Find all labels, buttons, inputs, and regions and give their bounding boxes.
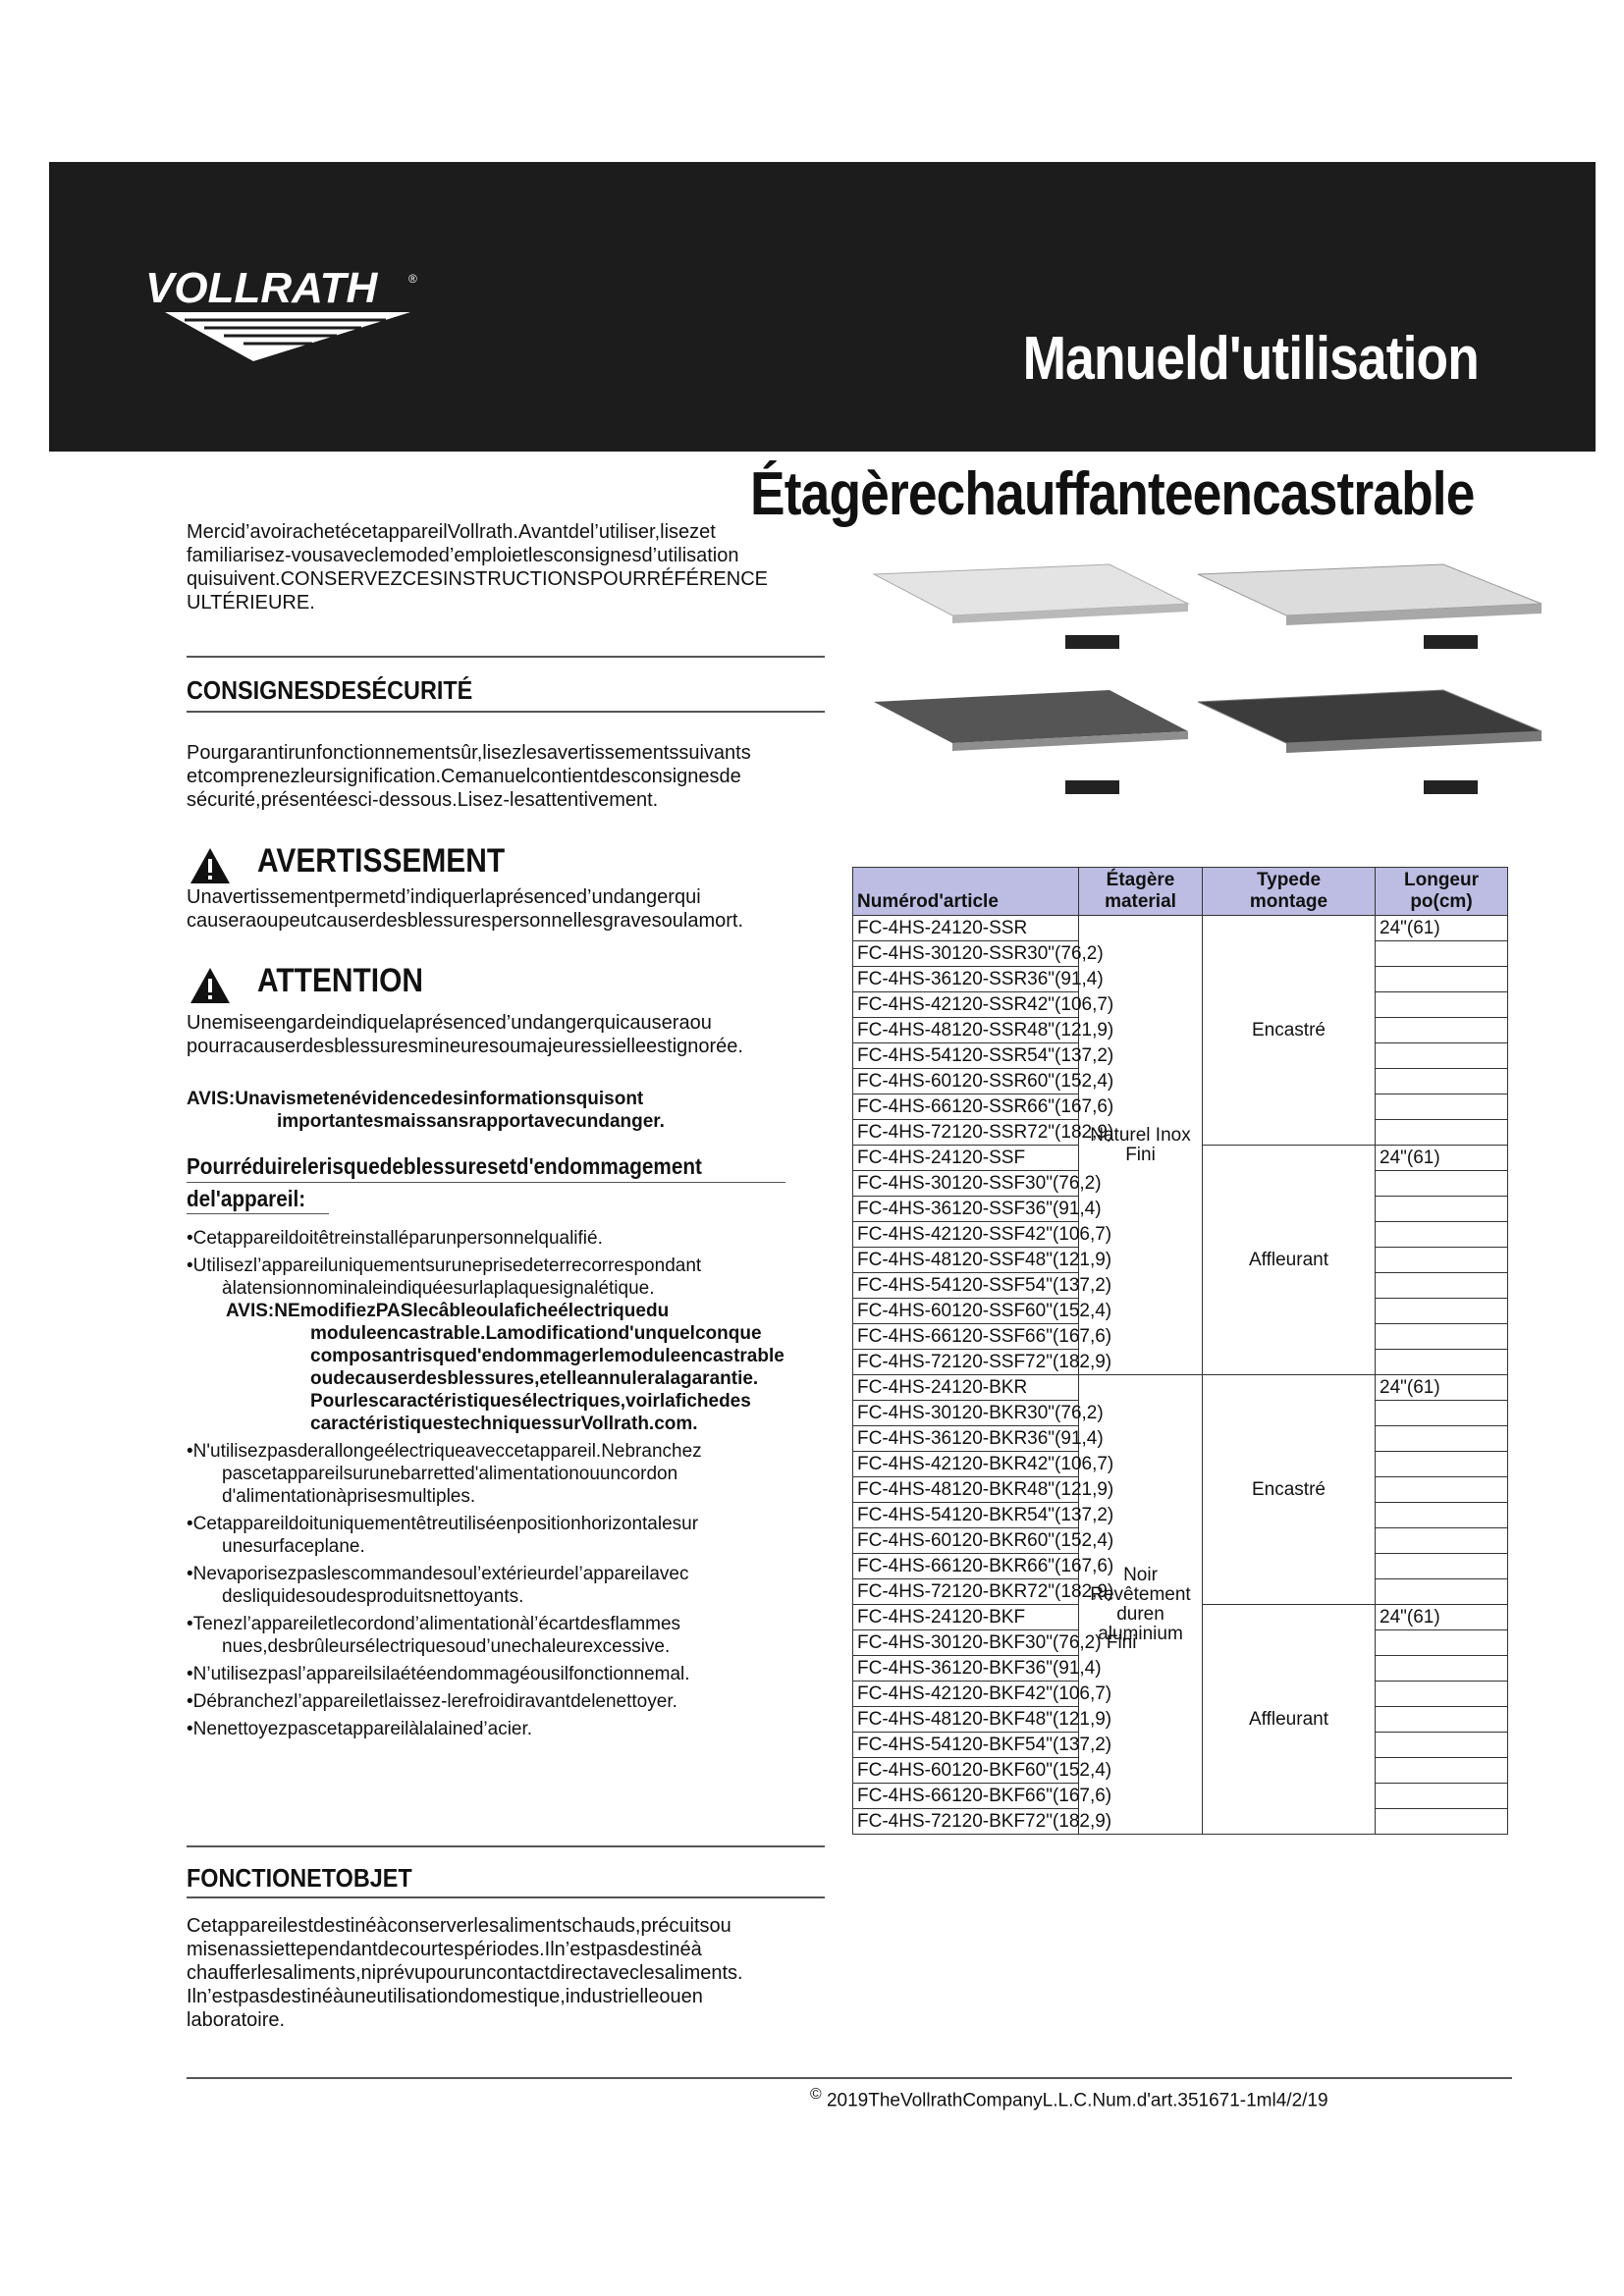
col-header-length: Longeur po(cm): [1376, 868, 1508, 916]
function-text: Cetappareilestdestinéàconserverlesalimentschauds,précuitsou misenassiettependantdecourtespériodes.Iln’estpasdestinéà chaufferlesaliments,niprévupouruncontactdirectaveclesaliments. Iln’estpasdestinéàuneutilisationdomestique,industrielleouen laboratoire.: [187, 1915, 743, 2031]
item-number-cell: FC-4HS-66120-SSR66"(167,6): [853, 1095, 1079, 1120]
function-heading: FONCTIONETOBJET: [187, 1863, 412, 1893]
length-cell: 24"(61): [1376, 916, 1508, 941]
item-number-cell: FC-4HS-66120-BKR66"(167,6): [853, 1554, 1079, 1579]
length-cell: 24"(61): [1376, 1146, 1508, 1171]
list-item: •Nenettoyezpascetappareilàlalained’acier.: [187, 1719, 533, 1739]
length-cell: [1376, 1171, 1508, 1197]
product-table: [852, 867, 1508, 1835]
item-number-cell: FC-4HS-60120-BKF60"(152,4): [853, 1758, 1079, 1784]
item-number-cell: FC-4HS-24120-BKR: [853, 1375, 1079, 1401]
item-number-cell: FC-4HS-66120-BKF66"(167,6): [853, 1784, 1079, 1809]
length-cell: [1376, 1069, 1508, 1095]
item-number-cell: FC-4HS-30120-BKF30"(76,2) Fini: [853, 1630, 1079, 1656]
item-number-cell: FC-4HS-30120-SSF30"(76,2): [853, 1171, 1079, 1197]
warning-icon: [189, 846, 232, 885]
material-cell: Naturel Inox Fini: [1079, 916, 1203, 1375]
length-cell: [1376, 1503, 1508, 1528]
length-cell: [1376, 1707, 1508, 1733]
heading-underline: [187, 1213, 329, 1214]
list-item: •Débranchezl’appareiletlaissez-lerefroidiravantdelenettoyer.: [187, 1691, 677, 1712]
length-cell: [1376, 992, 1508, 1018]
length-cell: [1376, 1299, 1508, 1324]
item-number-cell: FC-4HS-60120-SSF60"(152,4): [853, 1299, 1079, 1324]
logo-text: VOLLRATH: [145, 265, 378, 312]
item-number-cell: FC-4HS-36120-SSR36"(91,4): [853, 967, 1079, 992]
product-title: Étagèrechauffanteencastrable: [750, 460, 1475, 528]
table-row: [853, 916, 1508, 941]
warning-title: AVERTISSEMENT: [257, 842, 506, 880]
list-item: •N'utilisezpasderallongeélectriqueaveccetappareil.Nebranchez pascetappareilsurunebarretted'alimentationouuncordon d'alimentationàprisesmultiples.: [187, 1441, 702, 1507]
length-cell: [1376, 1477, 1508, 1503]
length-cell: [1376, 1758, 1508, 1784]
item-number-cell: FC-4HS-48120-BKF48"(121,9): [853, 1707, 1079, 1733]
item-number-cell: FC-4HS-54120-SSF54"(137,2): [853, 1273, 1079, 1299]
length-cell: [1376, 1401, 1508, 1426]
heading-underline: [187, 1182, 785, 1183]
notice-line: AVIS:Unavismetenévidencedesinformationsquisont: [187, 1089, 644, 1109]
length-cell: [1376, 1682, 1508, 1707]
caution-title: ATTENTION: [257, 962, 423, 999]
length-cell: [1376, 1452, 1508, 1477]
shelf-image-stainless-recessed: [874, 564, 1188, 649]
item-number-cell: FC-4HS-30120-SSR30"(76,2): [853, 941, 1079, 967]
item-number-cell: FC-4HS-30120-BKR30"(76,2): [853, 1401, 1079, 1426]
copyright-symbol: ©: [810, 2086, 822, 2103]
warning-text: Unavertissementpermetd’indiquerlaprésenced’undangerqui causeraoupeutcauserdesblessurespersonnellesgravesoulamort.: [187, 886, 744, 932]
length-cell: [1376, 1579, 1508, 1605]
item-number-cell: FC-4HS-48120-SSR48"(121,9): [853, 1018, 1079, 1043]
length-cell: 24"(61): [1376, 1375, 1508, 1401]
item-number-cell: FC-4HS-60120-SSR60"(152,4): [853, 1069, 1079, 1095]
material-cell: Noir Revêtement duren aluminium: [1079, 1375, 1203, 1835]
reduce-risk-heading-2: del'appareil:: [187, 1186, 306, 1211]
item-number-cell: FC-4HS-42120-SSR42"(106,7): [853, 992, 1079, 1018]
section-divider: [187, 1845, 825, 1847]
item-number-cell: FC-4HS-66120-SSF66"(167,6): [853, 1324, 1079, 1350]
length-cell: [1376, 967, 1508, 992]
length-cell: [1376, 1273, 1508, 1299]
mount-type-cell: Affleurant: [1203, 1146, 1376, 1375]
length-cell: [1376, 1426, 1508, 1452]
footer-text: 2019TheVollrathCompanyL.L.C.Num.d'art.351671-1ml4/2/19: [826, 2090, 1328, 2111]
mount-type-cell: Encastré: [1203, 1375, 1376, 1605]
notice-block: AVIS:NEmodifiezPASlecâbleoulaficheélectriquedu moduleencastrable.Lamodificationd'unquelconque composantrisqued'endommagerlemoduleencastrable oudecauserdesblessures,etelleannuleralagarantie. Pourlescaractéristiquesélectriques,voirlafichedes caractéristiquestechniquessurVollrath.com.: [226, 1301, 785, 1434]
section-divider: [187, 1896, 825, 1898]
shelf-image-black-flush: [1198, 690, 1542, 794]
safety-heading: CONSIGNESDESÉCURITÉ: [187, 675, 473, 705]
item-number-cell: FC-4HS-24120-BKF: [853, 1605, 1079, 1630]
table-body: [853, 916, 1508, 1835]
intro-text: Mercid’avoirachetécetappareilVollrath.Avantdel’utiliser,lisezet familiarisez-vousaveclemoded’emploietlesconsignesd’utilisation quisuivent.CONSERVEZCESINSTRUCTIONSPOURRÉFÉRENCE ULTÉRIEURE.: [187, 521, 768, 614]
item-number-cell: FC-4HS-42120-BKR42"(106,7): [853, 1452, 1079, 1477]
item-number-cell: FC-4HS-24120-SSR: [853, 916, 1079, 941]
length-cell: [1376, 1043, 1508, 1069]
length-cell: 24"(61): [1376, 1605, 1508, 1630]
footer-divider: [187, 2077, 1512, 2079]
item-number-cell: FC-4HS-72120-SSR72"(182,9): [853, 1120, 1079, 1146]
item-number-cell: FC-4HS-48120-BKR48"(121,9): [853, 1477, 1079, 1503]
table-row: [853, 1375, 1508, 1401]
item-number-cell: FC-4HS-60120-BKR60"(152,4): [853, 1528, 1079, 1554]
length-cell: [1376, 1120, 1508, 1146]
shelf-image-stainless-flush: [1198, 564, 1542, 649]
length-cell: [1376, 1248, 1508, 1273]
reduce-risk-heading: Pourréduirelerisquedeblessuresetd'endommagement: [187, 1153, 702, 1179]
logo-registered: ®: [408, 272, 417, 286]
list-item: •Nevaporisezpaslescommandesoul’extérieurdel’appareilavec desliquidesoudesproduitsnettoyants.: [187, 1564, 689, 1607]
item-number-cell: FC-4HS-36120-SSF36"(91,4): [853, 1197, 1079, 1222]
item-number-cell: FC-4HS-72120-SSF72"(182,9): [853, 1350, 1079, 1375]
product-photos: [864, 545, 1571, 810]
notice-line: importantesmaissansrapportavecundanger.: [277, 1111, 665, 1132]
list-item: •Cetappareildoituniquementêtreutiliséenpositionhorizontalesur unesurfaceplane.: [187, 1514, 699, 1557]
length-cell: [1376, 1809, 1508, 1835]
col-header-mount: Typede montage: [1203, 868, 1376, 916]
length-cell: [1376, 1554, 1508, 1579]
mount-type-cell: Affleurant: [1203, 1605, 1376, 1835]
length-cell: [1376, 1733, 1508, 1758]
item-number-cell: FC-4HS-54120-BKF54"(137,2): [853, 1733, 1079, 1758]
section-divider: [187, 711, 825, 713]
col-header-shelf: Étagère material: [1079, 868, 1203, 916]
length-cell: [1376, 1630, 1508, 1656]
item-number-cell: FC-4HS-24120-SSF: [853, 1146, 1079, 1171]
section-divider: [187, 656, 825, 658]
vollrath-logo: [145, 265, 430, 363]
length-cell: [1376, 1656, 1508, 1682]
item-number-cell: FC-4HS-54120-SSR54"(137,2): [853, 1043, 1079, 1069]
item-number-cell: FC-4HS-36120-BKF36"(91,4): [853, 1656, 1079, 1682]
safety-text: Pourgarantirunfonctionnementsûr,lisezlesavertissementssuivants etcomprenezleursignification.Cemanuelcontientdesconsignesde sécurité,présentéesci-dessous.Lisez-lesattentivement.: [187, 742, 751, 811]
safety-bullets: [187, 1227, 785, 1745]
length-cell: [1376, 1095, 1508, 1120]
length-cell: [1376, 1222, 1508, 1248]
length-cell: [1376, 1350, 1508, 1375]
length-cell: [1376, 941, 1508, 967]
col-header-item: Numérod'article: [853, 868, 1079, 916]
length-cell: [1376, 1197, 1508, 1222]
item-number-cell: FC-4HS-36120-BKR36"(91,4): [853, 1426, 1079, 1452]
footer: [810, 2086, 1328, 2111]
item-number-cell: FC-4HS-42120-BKF42"(106,7): [853, 1682, 1079, 1707]
item-number-cell: FC-4HS-48120-SSF48"(121,9): [853, 1248, 1079, 1273]
item-number-cell: FC-4HS-54120-BKR54"(137,2): [853, 1503, 1079, 1528]
shelf-image-black-recessed: [874, 690, 1188, 794]
list-item: •Cetappareildoitêtreinstalléparunpersonnelqualifié.: [187, 1228, 603, 1249]
caution-text: Unemiseengardeindiquelaprésenced’undangerquicauserаou pourracauserdesblessuresmineuresoumajeuressielleestignorée.: [187, 1012, 743, 1057]
list-item: •Tenezl’appareiletlecordond’alimentationàl’écartdesflammes nues,desbrûleursélectriquesoud’unechaleurexcessive.: [187, 1614, 681, 1657]
item-number-cell: FC-4HS-42120-SSF42"(106,7): [853, 1222, 1079, 1248]
item-number-cell: FC-4HS-72120-BKR72"(182,9): [853, 1579, 1079, 1605]
notice-text: [187, 1088, 736, 1133]
manual-title: Manueld'utilisation: [1022, 325, 1479, 393]
length-cell: [1376, 1784, 1508, 1809]
mount-type-cell: Encastré: [1203, 916, 1376, 1146]
item-number-cell: FC-4HS-72120-BKF72"(182,9): [853, 1809, 1079, 1835]
caution-icon: [189, 966, 232, 1005]
length-cell: [1376, 1324, 1508, 1350]
length-cell: [1376, 1528, 1508, 1554]
list-item: •N’utilisezpasl’appareilsilaétéendommagéousilfonctionnemal.: [187, 1664, 690, 1684]
length-cell: [1376, 1018, 1508, 1043]
list-item: •Utilisezl’appareiluniquementsuruneprisedeterrecorrespondant àlatensionnominaleindiquéesurlaplaquesignalétique. AVIS:NEmodifiezPASlecâbleoulaficheélectriquedu moduleencastrable.Lamodificationd'unquelconque composantrisqued'endommagerlemoduleencastrable oudecauserdesblessures,etelleannuleralagarantie. Pourlescaractéristiquesélectriques,voirlafichedes caractéristiquestechniquessurVollrath.com.: [187, 1255, 785, 1434]
